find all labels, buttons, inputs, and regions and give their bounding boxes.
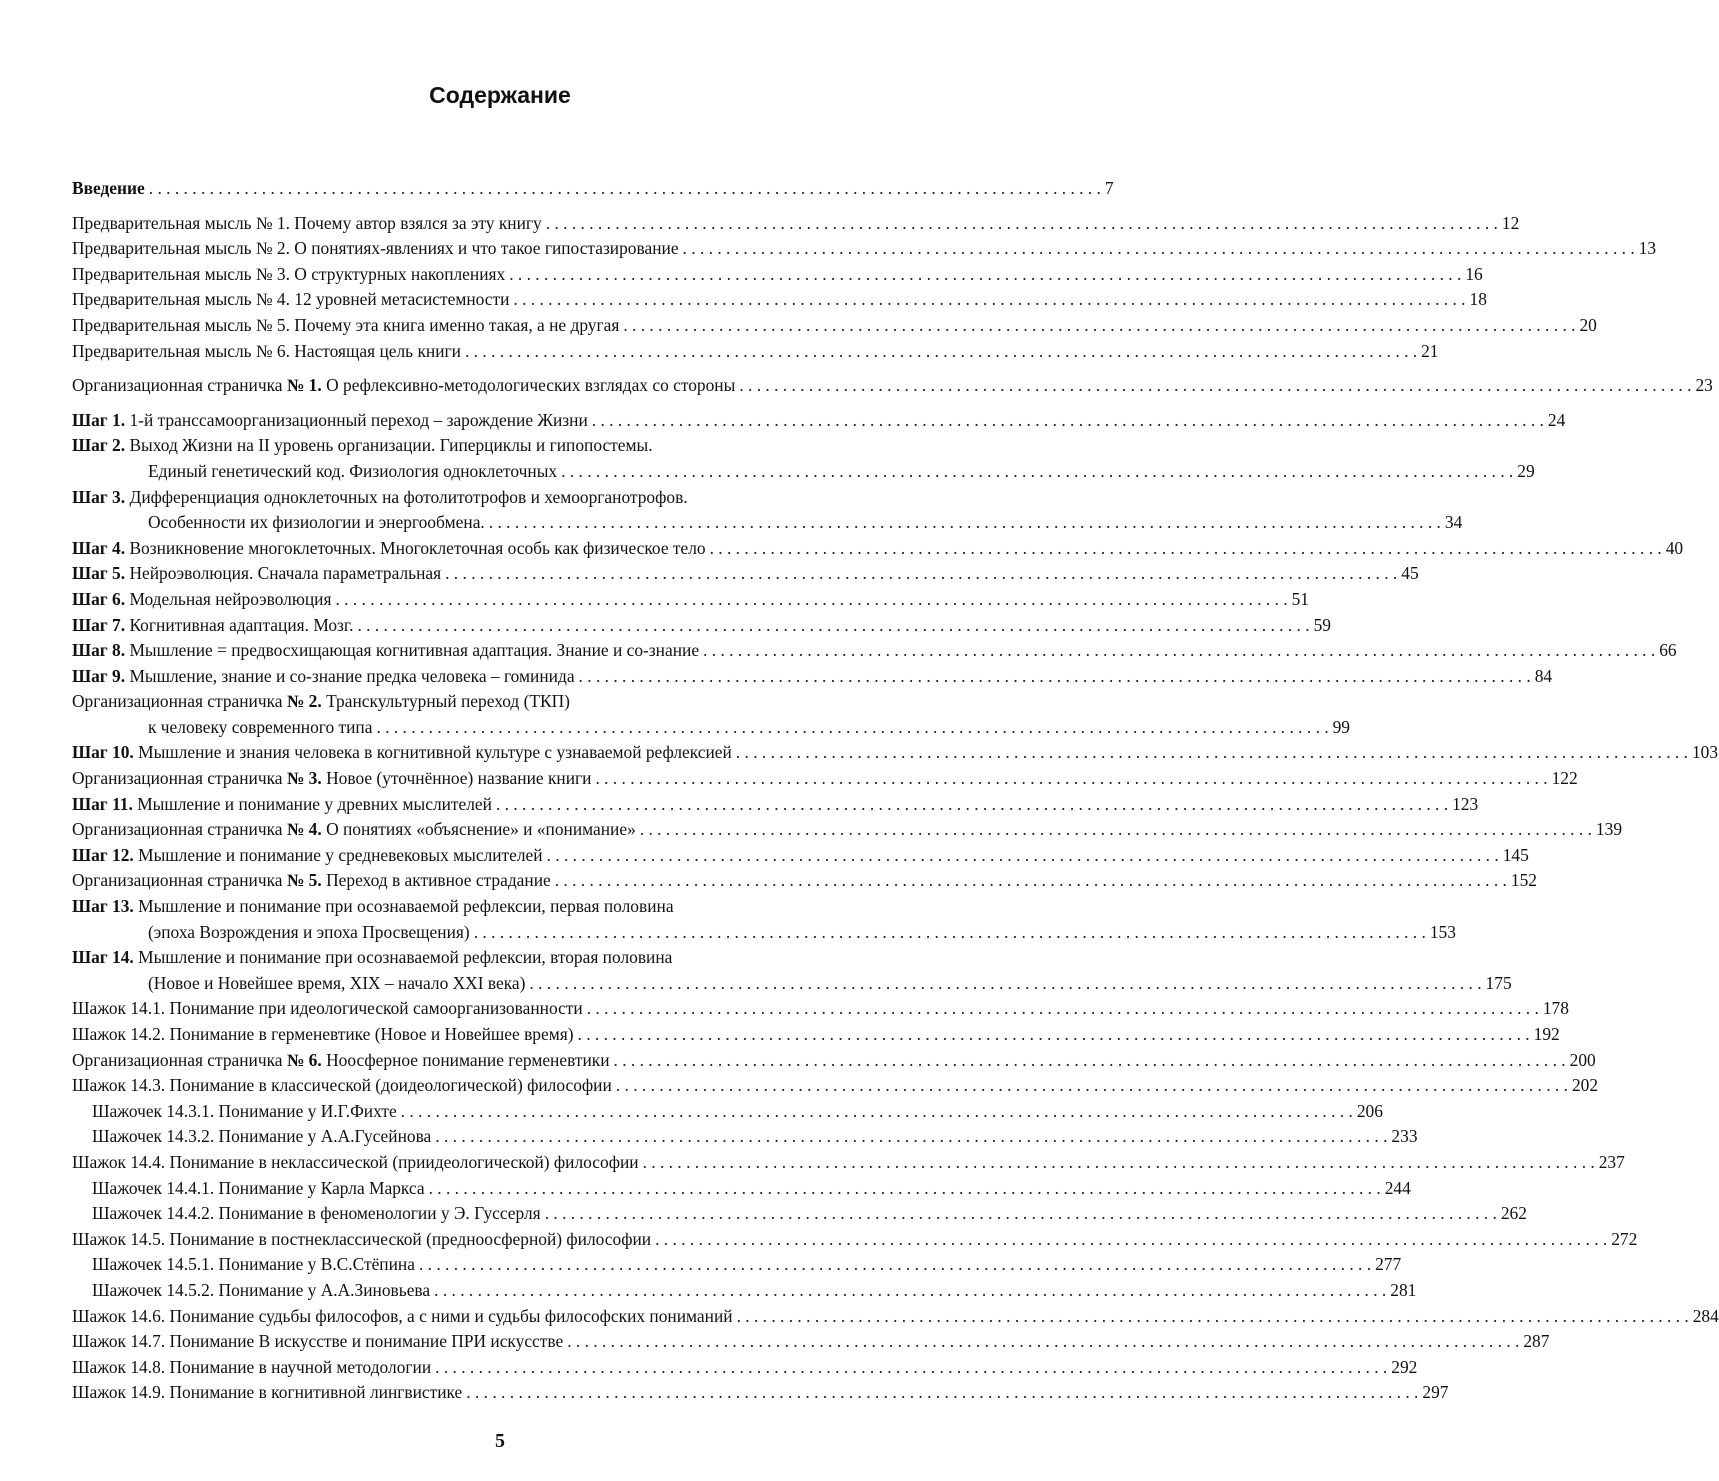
toc-entry-text: Шажок 14.4. Понимание в неклассической (приидеологической) философии (72, 1151, 639, 1172)
toc-entry-title (72, 817, 636, 843)
toc-entry-text: Шажок 14.7. Понимание В искусстве и понимание ПРИ искусстве (72, 1331, 564, 1352)
toc-entry-label: Шаг 5. (72, 563, 126, 584)
toc-entry-text: О рефлексивно-методологических взглядах со стороны (326, 375, 736, 396)
toc-page-number: 7 (1104, 178, 1114, 198)
toc-entry-text: Возникновение многоклеточных. Многоклеточная особь как физическое тело (129, 537, 706, 558)
page-number: 5 (495, 1430, 505, 1452)
dot-leader (737, 1304, 1689, 1330)
toc-entry-title (72, 766, 591, 792)
toc-entry (72, 1252, 1402, 1278)
toc-entry-text: (эпоха Возрождения и эпоха Просвещения) (148, 921, 470, 942)
toc-page-number: 51 (1291, 588, 1309, 609)
toc-entry (72, 236, 1657, 262)
toc-entry (72, 1099, 1383, 1125)
table-of-contents (72, 176, 1719, 1406)
toc-entry-title (72, 1022, 574, 1048)
toc-entry (72, 945, 954, 971)
dot-leader (489, 510, 1441, 536)
toc-entry-text: Предварительная мысль № 5. Почему эта книга именно такая, а не другая (72, 314, 620, 335)
toc-page-number: 18 (1469, 289, 1487, 310)
page-title: Содержание (429, 82, 571, 108)
toc-entry-label: Шаг 13. (72, 896, 134, 917)
toc-entry-text: 1-й транссамоорганизационный переход – зарождение Жизни (129, 409, 588, 430)
toc-entry (72, 1022, 1560, 1048)
toc-entry (72, 843, 1529, 869)
toc-entry-title (72, 1380, 462, 1406)
dot-leader (595, 766, 1547, 792)
toc-entry-title (72, 1048, 610, 1074)
toc-entry-text: Шажок 14.3. Понимание в классической (доидеологической) философии (72, 1075, 612, 1096)
toc-page-number: 84 (1534, 665, 1553, 686)
toc-page-number: 237 (1598, 1151, 1625, 1172)
toc-entry (72, 485, 954, 511)
dot-leader (587, 996, 1539, 1022)
dot-leader (546, 211, 1498, 237)
toc-entry (72, 1329, 1550, 1355)
dot-leader (401, 1099, 1353, 1125)
toc-entry (72, 1124, 1418, 1150)
dot-leader (513, 287, 1465, 313)
dot-leader (547, 843, 1499, 869)
toc-entry (72, 1176, 1411, 1202)
toc-entry-label: Организационная страничка (72, 1049, 287, 1070)
toc-page-number: 281 (1390, 1279, 1417, 1300)
toc-entry (72, 561, 1419, 587)
dot-leader (434, 1278, 1386, 1304)
toc-entry (72, 1048, 1596, 1074)
toc-entry-text: Выход Жизни на II уровень организации. Гиперциклы и гипопостемы. (129, 435, 653, 456)
toc-entry-text: Когнитивная адаптация. Мозг. (129, 614, 354, 635)
toc-entry-label: Шаг 6. (72, 588, 126, 609)
toc-entry-label: Организационная страничка (72, 819, 287, 840)
toc-entry-text: Предварительная мысль № 6. Настоящая цель книги (72, 340, 461, 361)
toc-entry-text: к человеку современного типа (148, 716, 373, 737)
dot-leader (592, 408, 1544, 434)
toc-page-number: 20 (1579, 314, 1597, 335)
toc-entry-number: № 6. (286, 1049, 322, 1070)
dot-leader (435, 1355, 1387, 1381)
toc-page-number: 45 (1401, 563, 1419, 584)
dot-leader (640, 817, 1592, 843)
toc-entry (72, 1150, 1625, 1176)
toc-entry-title (72, 176, 145, 202)
toc-page-number: 122 (1551, 768, 1578, 789)
dot-leader (419, 1252, 1371, 1278)
dot-leader (567, 1329, 1519, 1355)
dot-leader (529, 971, 1481, 997)
toc-entry (72, 1201, 1527, 1227)
toc-entry-title (72, 339, 461, 365)
toc-page-number: 123 (1452, 793, 1479, 814)
dot-leader (149, 176, 1101, 202)
toc-entry (72, 638, 1677, 664)
dot-leader (736, 740, 1688, 766)
toc-entry-label: Шаг 9. (72, 665, 126, 686)
dot-leader (376, 715, 1328, 741)
toc-entry (72, 262, 1483, 288)
dot-leader (710, 536, 1662, 562)
toc-entry-label: Шаг 12. (72, 844, 134, 865)
toc-entry (72, 339, 1439, 365)
toc-entry-text: Мышление и знания человека в когнитивной культуре с узнаваемой рефлексией (138, 742, 732, 763)
toc-page-number: 13 (1638, 238, 1657, 259)
toc-entry-text: О понятиях «объяснение» и «понимание» (326, 819, 636, 840)
toc-entry-title (72, 373, 735, 399)
toc-entry (72, 510, 1463, 536)
toc-entry-text: Переход в активное страдание (326, 870, 551, 891)
toc-entry-title (72, 561, 441, 587)
toc-entry (72, 408, 1566, 434)
toc-entry-title (72, 313, 619, 339)
toc-page-number: 200 (1569, 1049, 1596, 1070)
toc-entry-text: Шажочек 14.3.1. Понимание у И.Г.Фихте (92, 1100, 397, 1121)
toc-page-number: 99 (1332, 716, 1350, 737)
toc-entry-text: Мышление, знание и со-знание предка человека – гоминида (129, 665, 575, 686)
toc-entry-title (72, 236, 679, 262)
toc-page-number: 12 (1501, 212, 1520, 233)
toc-entry-title (72, 1176, 425, 1202)
toc-entry-title (72, 1201, 541, 1227)
toc-entry (72, 920, 1456, 946)
toc-entry-title (72, 262, 505, 288)
toc-entry-title (72, 510, 485, 536)
toc-page-number: 297 (1422, 1382, 1449, 1403)
toc-page-number: 34 (1444, 512, 1463, 533)
toc-entry (72, 689, 954, 715)
toc-entry-title (72, 459, 557, 485)
toc-entry-number: № 5. (286, 870, 322, 891)
toc-entry-title (72, 971, 525, 997)
toc-page-number: 59 (1313, 614, 1331, 635)
toc-entry-title (72, 868, 551, 894)
toc-page-number: 66 (1659, 640, 1677, 661)
toc-entry-title (72, 1355, 431, 1381)
toc-page-number: 202 (1571, 1075, 1599, 1096)
dot-leader (655, 1227, 1607, 1253)
dot-leader (466, 1380, 1418, 1406)
toc-entry-text: Предварительная мысль № 3. О структурных накоплениях (72, 263, 506, 284)
toc-page-number: 21 (1421, 340, 1439, 361)
toc-entry-text: Особенности их физиологии и энергообмена. (148, 512, 485, 533)
toc-page-number: 287 (1523, 1331, 1550, 1352)
toc-entry-title (72, 1329, 563, 1355)
toc-entry-label: Организационная страничка (72, 375, 287, 396)
dot-leader (335, 587, 1287, 613)
dot-leader (474, 920, 1426, 946)
toc-entry-title (72, 996, 583, 1022)
toc-entry-label: Введение (72, 178, 145, 198)
toc-page-number: 206 (1356, 1100, 1383, 1121)
toc-entry (72, 1355, 1418, 1381)
toc-entry (72, 313, 1597, 339)
toc-entry-text: Шажок 14.1. Понимание при идеологической самоорганизованности (72, 998, 583, 1019)
toc-page-number: 152 (1510, 870, 1537, 891)
toc-entry (72, 1304, 1719, 1330)
toc-entry-title (72, 1073, 612, 1099)
toc-entry-title (72, 638, 699, 664)
toc-entry-title (72, 433, 653, 459)
toc-entry-label: Шаг 14. (72, 947, 134, 968)
dot-leader (578, 1022, 1530, 1048)
toc-entry-text: Мышление и понимание у древних мыслителей (137, 793, 492, 814)
dot-leader (509, 262, 1461, 288)
dot-leader (739, 373, 1691, 399)
toc-entry (72, 868, 1537, 894)
dot-leader (429, 1176, 1381, 1202)
toc-entry-text: Шажок 14.2. Понимание в герменевтике (Новое и Новейшее время) (72, 1024, 574, 1044)
toc-entry-number: № 3. (286, 768, 322, 789)
toc-entry-text: Шажок 14.9. Понимание в когнитивной лингвистике (72, 1382, 463, 1403)
dot-leader (561, 459, 1513, 485)
toc-page-number: 16 (1465, 263, 1483, 284)
toc-entry-text: Шажочек 14.5.1. Понимание у В.С.Стёпина (92, 1254, 415, 1275)
toc-entry-title (72, 1278, 430, 1304)
toc-entry (72, 664, 1553, 690)
toc-page-number: 272 (1611, 1228, 1638, 1249)
toc-entry (72, 766, 1578, 792)
toc-entry (72, 1380, 1449, 1406)
toc-entry-number: № 4. (286, 819, 322, 840)
toc-entry (72, 715, 1350, 741)
toc-entry-number: № 2. (286, 691, 322, 712)
toc-entry (72, 1227, 1638, 1253)
toc-entry-label: Организационная страничка (72, 691, 287, 712)
toc-entry (72, 996, 1569, 1022)
toc-entry-text: Шажок 14.6. Понимание судьбы философов, а с ними и судьбы философских пониманий (72, 1305, 733, 1326)
dot-leader (703, 638, 1655, 664)
toc-entry-title (72, 485, 688, 511)
toc-entry-title (72, 536, 706, 562)
toc-entry (72, 792, 1479, 818)
toc-entry-title (72, 945, 672, 971)
dot-leader (555, 868, 1507, 894)
toc-entry-text: Новое (уточнённое) название книги (326, 768, 592, 789)
toc-entry-title (72, 920, 470, 946)
toc-entry (72, 613, 1331, 639)
toc-page-number: 262 (1500, 1203, 1527, 1224)
toc-entry-title (72, 664, 575, 690)
toc-entry-title (72, 1150, 639, 1176)
toc-entry-label: Шаг 7. (72, 614, 126, 635)
toc-entry-text: (Новое и Новейшее время, XIX – начало XXI века) (148, 972, 526, 993)
dot-leader (614, 1048, 1566, 1074)
toc-page-number: 29 (1517, 460, 1535, 481)
toc-entry (72, 971, 1512, 997)
toc-entry-title (72, 740, 732, 766)
toc-entry-text: Предварительная мысль № 4. 12 уровней метасистемности (72, 289, 510, 310)
dot-leader (357, 613, 1309, 639)
toc-entry (72, 740, 1719, 766)
toc-page-number: 175 (1485, 972, 1512, 993)
toc-entry-title (72, 689, 570, 715)
toc-entry-text: Шажочек 14.5.2. Понимание у А.А.Зиновьева (92, 1279, 431, 1300)
toc-entry-label: Шаг 11. (72, 793, 133, 814)
toc-entry-text: Транскультурный переход (ТКП) (326, 691, 570, 712)
toc-entry-text: Предварительная мысль № 2. О понятиях-явлениях и что такое гипостазирование (72, 238, 679, 259)
toc-entry-text: Шажочек 14.4.2. Понимание в феноменологии у Э. Гуссерля (92, 1203, 541, 1224)
toc-entry-label: Шаг 10. (72, 742, 134, 763)
toc-entry-label: Шаг 3. (72, 486, 126, 507)
toc-entry-number: № 1. (286, 375, 322, 396)
toc-entry-title (72, 1304, 733, 1330)
dot-leader (435, 1124, 1387, 1150)
toc-entry (72, 287, 1487, 313)
toc-page-number: 292 (1391, 1356, 1418, 1377)
toc-entry-label: Организационная страничка (72, 870, 287, 891)
toc-page-number: 139 (1595, 819, 1623, 840)
toc-entry-title (72, 587, 331, 613)
toc-entry-text: Шажочек 14.4.1. Понимание у Карла Маркса (92, 1177, 425, 1198)
toc-entry-label: Организационная страничка (72, 768, 287, 789)
toc-page-number: 145 (1502, 844, 1529, 865)
toc-entry-text: Предварительная мысль № 1. Почему автор взялся за эту книгу (72, 212, 542, 233)
dot-leader (643, 1150, 1595, 1176)
toc-entry-label: Шаг 4. (72, 537, 126, 558)
toc-entry-text: Модельная нейроэволюция (129, 588, 332, 609)
toc-entry-text: Мышление и понимание при осознаваемой рефлексии, вторая половина (138, 947, 673, 968)
toc-page-number: 244 (1384, 1177, 1411, 1198)
toc-page-number: 103 (1691, 742, 1719, 763)
toc-entry-title (72, 1227, 651, 1253)
dot-leader (496, 792, 1448, 818)
toc-entry (72, 433, 954, 459)
toc-entry-text: Шажочек 14.3.2. Понимание у А.А.Гусейнова (92, 1126, 432, 1147)
toc-entry-text: Шажок 14.8. Понимание в научной методологии (72, 1356, 432, 1377)
toc-page-number: 284 (1692, 1305, 1719, 1326)
toc-entry (72, 373, 1713, 399)
dot-leader (623, 313, 1575, 339)
toc-entry-title (72, 287, 509, 313)
toc-entry-text: Мышление и понимание у средневековых мыслителей (138, 844, 543, 865)
toc-entry (72, 211, 1520, 237)
toc-entry-title (72, 843, 543, 869)
toc-entry-title (72, 1252, 415, 1278)
dot-leader (445, 561, 1397, 587)
toc-entry (72, 1278, 1417, 1304)
toc-entry-text: Нейроэволюция. Сначала параметральная (129, 563, 442, 584)
toc-entry (72, 1073, 1599, 1099)
toc-entry-label: Шаг 8. (72, 640, 126, 661)
dot-leader (579, 664, 1531, 690)
dot-leader (465, 339, 1417, 365)
toc-entry-title (72, 1124, 431, 1150)
toc-entry-title (72, 1099, 397, 1125)
toc-entry (72, 894, 954, 920)
toc-page-number: 277 (1375, 1254, 1402, 1275)
toc-entry (72, 536, 1684, 562)
toc-entry-text: Шажок 14.5. Понимание в постнеклассической (предноосферной) философии (72, 1228, 652, 1249)
toc-entry (72, 176, 1114, 202)
toc-entry-text: Мышление и понимание при осознаваемой рефлексии, первая половина (138, 896, 674, 917)
toc-entry-title (72, 894, 674, 920)
toc-entry-label: Шаг 2. (72, 435, 126, 456)
toc-entry-title (72, 613, 353, 639)
toc-entry-title (72, 715, 372, 741)
toc-page-number: 24 (1547, 409, 1566, 430)
toc-page-number: 40 (1665, 537, 1684, 558)
dot-leader (616, 1073, 1568, 1099)
toc-page-number: 233 (1391, 1126, 1418, 1147)
toc-page-number: 178 (1542, 998, 1569, 1019)
toc-entry (72, 817, 1623, 843)
toc-entry (72, 587, 1309, 613)
toc-entry-text: Единый генетический код. Физиология одноклеточных (148, 460, 558, 481)
toc-page-number: 192 (1533, 1024, 1560, 1044)
toc-entry-label: Шаг 1. (72, 409, 126, 430)
dot-leader (683, 236, 1635, 262)
toc-entry (72, 459, 1535, 485)
toc-entry-title (72, 211, 542, 237)
toc-page-number: 153 (1429, 921, 1456, 942)
toc-page-number: 23 (1695, 375, 1713, 396)
toc-entry-text: Мышление = предвосхищающая когнитивная адаптация. Знание и со-знание (129, 640, 700, 661)
toc-entry-text: Ноосферное понимание герменевтики (326, 1049, 610, 1070)
toc-entry-title (72, 408, 588, 434)
dot-leader (545, 1201, 1497, 1227)
toc-entry-title (72, 792, 492, 818)
toc-entry-text: Дифференциация одноклеточных на фотолитотрофов и хемоорганотрофов. (129, 486, 688, 507)
